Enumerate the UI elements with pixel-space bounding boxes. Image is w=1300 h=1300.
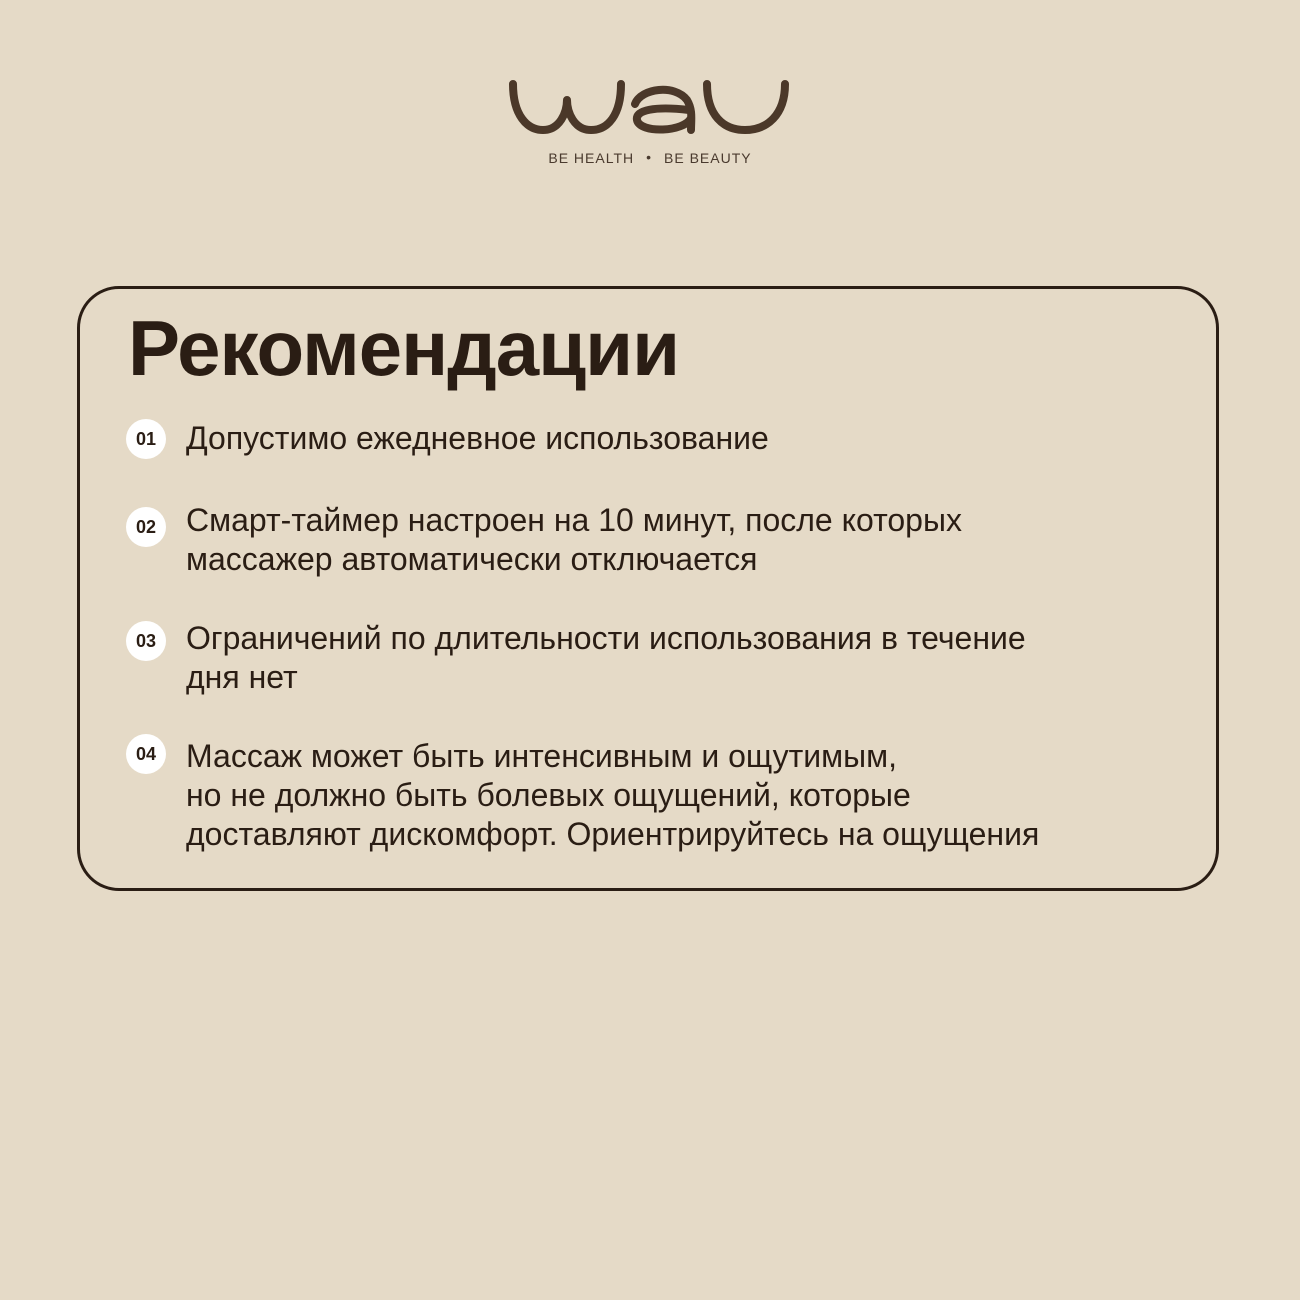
item-number-badge: 01 [126,419,166,459]
item-text: Ограничений по длительности использования в течение дня нет [186,620,1026,695]
item-number-badge: 02 [126,507,166,547]
tagline-separator: • [646,149,653,165]
item-text: Массаж может быть интенсивным и ощутимым, но не должно быть болевых ощущений, которые доставляют дискомфорт. Ориентрируйтесь на ощущения [186,738,1040,852]
brand-logo-block [0,60,1300,166]
card-title: Рекомендации [128,304,680,392]
recommendations-card [77,286,1219,891]
item-text: Смарт-таймер настроен на 10 минут, после которых массажер автоматически отключается [186,502,962,577]
tagline-left: BE HEALTH [548,150,635,166]
item-number-badge: 04 [126,734,166,774]
item-number-badge: 03 [126,621,166,661]
item-text: Допустимо ежедневное использование [186,420,769,456]
wau-logo [505,60,795,150]
tagline-right: BE BEAUTY [664,150,752,166]
brand-tagline [0,150,1300,166]
